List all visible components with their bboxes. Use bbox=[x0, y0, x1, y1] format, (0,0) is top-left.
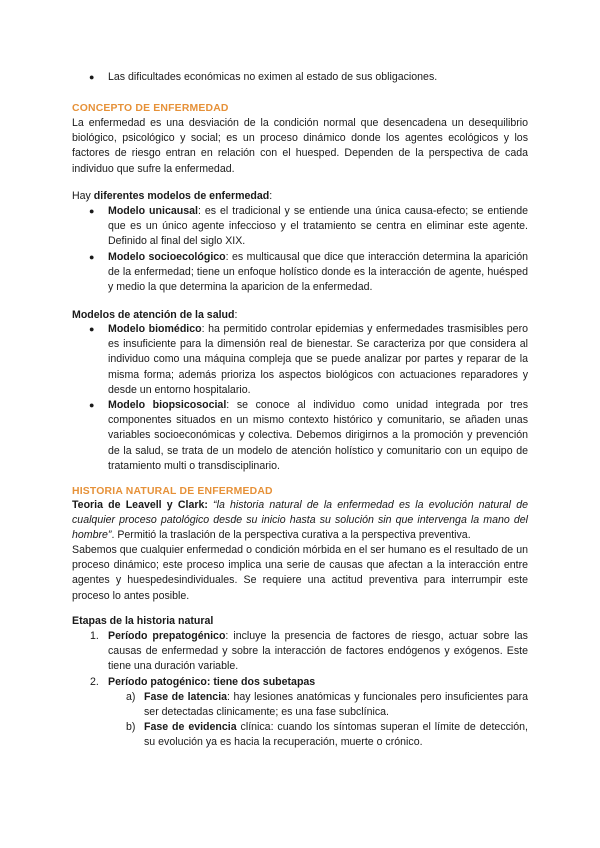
etapas-list bbox=[72, 629, 528, 751]
etapas-title: Etapas de la historia natural bbox=[72, 615, 214, 627]
document-page bbox=[72, 0, 529, 749]
list-item: ● Las dificultades económicas no eximen al estado de sus obligaciones. bbox=[72, 70, 564, 85]
list-item: b) Fase de evidencia clínica: cuando los síntomas superan el límite de detección, su evolución ya es hacia la recuperación, muerte o crónico. bbox=[126, 721, 528, 749]
list-item: 2. Período patogénico: tiene dos subetapas bbox=[90, 675, 316, 688]
list-item: ● Modelo biopsicosocial: se conoce al individuo como unidad integrada por tres componentes situados en un mismo contexto histórico y comunitario, se añaden unas variables socioeconómicas y colectiva. Debemos dirigirnos a la promoción y prevención de la salud, se trata de un modelo de atención holístico y comunitario con un equipo de tratamiento multi o transdisciplinario. bbox=[89, 399, 528, 472]
modelos-list bbox=[72, 204, 528, 295]
list-item: 1. Período prepatogénico: incluye la presencia de factores de riesgo, actuar sobre las causas de enfermedad y sobre la interacción de factores endógenos y exógenos. Este tiene una duración variable. bbox=[90, 630, 528, 673]
section-heading-historia: HISTORIA NATURAL DE ENFERMEDAD bbox=[72, 486, 273, 497]
bullet-icon: ● bbox=[89, 324, 95, 334]
atencion-title: Modelos de atención de la salud: bbox=[72, 309, 238, 321]
section-heading-concepto: CONCEPTO DE ENFERMEDAD bbox=[72, 103, 229, 114]
list-item: ● Modelo unicausal: es el tradicional y se entiende una única causa-efecto; se entiende que es un único agente infeccioso y el tratamiento se centra en eliminar este agente. Definido al final del siglo XIX. bbox=[89, 205, 529, 248]
bullet-icon: ● bbox=[89, 72, 95, 82]
teoria-paragraph: Teoria de Leavell y Clark: “la historia natural de la enfermedad es la evolución natural de cualquier proceso patológico desde su inicio hasta su solución sin que intervenga la mano del hombre”. Permitió la traslación de la perspectiva curativa a la perspectiva preventiva. bbox=[72, 499, 528, 542]
list-item: ● Modelo socioecológico: es multicausal que dice que interacción determina la aparición de la enfermedad; tiene un enfoque holístico donde es la interacción de agente, huésped y medio la que determina la aparicion de la enfermedad. bbox=[89, 250, 528, 294]
paragraph: Sabemos que cualquier enfermedad o condición mórbida en el ser humano es el resultado de un proceso dinámico; este proceso implica una serie de causas que afectan a la interacción entre agentes y huespedesindividuales. Se requiere una actitud preventiva para interrumpir este proceso lo antes posible. bbox=[72, 544, 528, 602]
list-item: a) Fase de latencia: hay lesiones anatómicas y funcionales pero insuficientes para ser detectadas clinicamente; es una fase subclínica. bbox=[126, 690, 528, 719]
bullet-icon: ● bbox=[89, 400, 95, 411]
paragraph: La enfermedad es una desviación de la condición normal que desencadena un desequilibrio biológico, psicológico y social; es un proceso dinámico donde los agentes ecológicos y los factores de riesgo entran en relación con el huesped. Dependen de la perspectiva de cada individuo que sufre la enfermedad. bbox=[72, 117, 528, 175]
bullet-icon: ● bbox=[89, 206, 95, 216]
list-item: ● Modelo biomédico: ha permitido controlar epidemias y enfermedades trasmisibles pero es insuficiente para la dimensión real de bienestar. Se caracteriza por que considera al individuo como una máquina compleja que se puede analizar por partes y reparar de la misma forma; además prioriza los aspectos biológicos con actuaciones reparadores y desde un entorno hospitalario. bbox=[89, 323, 528, 396]
modelos-intro: Hay diferentes modelos de enfermedad: bbox=[72, 190, 273, 202]
atencion-list bbox=[72, 322, 528, 474]
bullet-icon: ● bbox=[89, 251, 95, 262]
